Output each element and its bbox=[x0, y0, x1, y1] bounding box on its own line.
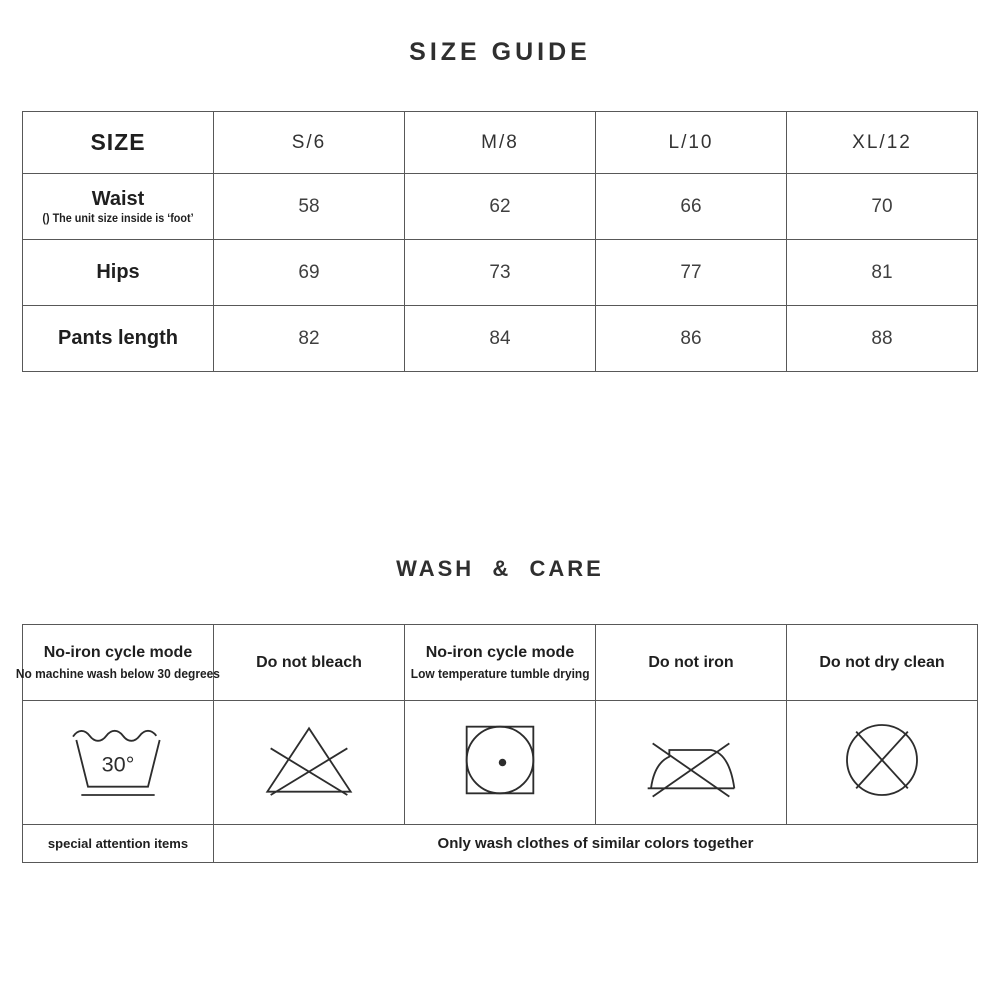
size-value-cell: 84 bbox=[405, 306, 596, 372]
row-label-waist: Waist bbox=[91, 187, 145, 210]
care-header-tumble: No-iron cycle mode Low temperature tumble drying bbox=[405, 625, 596, 701]
size-col-l: L/10 bbox=[596, 112, 787, 174]
size-header-row bbox=[23, 112, 978, 174]
care-icon-cell bbox=[405, 701, 596, 825]
size-value-cell: 58 bbox=[214, 174, 405, 240]
care-icon-cell bbox=[596, 701, 787, 825]
care-footer-row bbox=[23, 825, 978, 863]
row-label-hips: Hips bbox=[96, 261, 140, 283]
size-value-cell: 66 bbox=[596, 174, 787, 240]
do-not-iron-icon bbox=[641, 718, 741, 802]
care-icon-cell bbox=[787, 701, 978, 825]
table-row-pants-length bbox=[23, 306, 978, 372]
do-not-bleach-icon bbox=[259, 718, 359, 802]
size-col-m: M/8 bbox=[405, 112, 596, 174]
care-header-wash: No-iron cycle mode No machine wash below 30 degrees bbox=[23, 625, 214, 701]
care-header-dryclean: Do not dry clean bbox=[787, 625, 978, 701]
size-value-cell: 88 bbox=[787, 306, 978, 372]
size-value-cell: 86 bbox=[596, 306, 787, 372]
size-header-cell: SIZE bbox=[23, 112, 214, 174]
size-value-cell: 73 bbox=[405, 240, 596, 306]
wash-temp-label: 30° bbox=[101, 751, 135, 777]
care-icon-cell bbox=[23, 701, 214, 825]
care-header-row bbox=[23, 625, 978, 701]
care-icon-row bbox=[23, 701, 978, 825]
care-header-bleach: Do not bleach bbox=[214, 625, 405, 701]
special-attention-label: special attention items bbox=[23, 825, 214, 863]
row-label-pants-length: Pants length bbox=[57, 327, 178, 349]
row-head-pants-length bbox=[23, 306, 214, 372]
wash-30-icon bbox=[68, 718, 168, 802]
row-head-hips bbox=[23, 240, 214, 306]
size-col-s: S/6 bbox=[214, 112, 405, 174]
care-header-iron: Do not iron bbox=[596, 625, 787, 701]
size-table bbox=[22, 111, 978, 372]
do-not-dry-clean-icon bbox=[832, 718, 932, 802]
wash-care-title: WASH & CARE bbox=[396, 556, 604, 581]
size-value-cell: 81 bbox=[787, 240, 978, 306]
row-note-unit: () The unit size inside is ‘foot’ bbox=[42, 210, 194, 225]
size-value-cell: 69 bbox=[214, 240, 405, 306]
table-row-hips bbox=[23, 240, 978, 306]
care-table bbox=[15, 624, 978, 863]
size-col-xl: XL/12 bbox=[787, 112, 978, 174]
size-guide-title: SIZE GUIDE bbox=[409, 38, 591, 66]
size-value-cell: 62 bbox=[405, 174, 596, 240]
row-head-waist bbox=[23, 174, 214, 240]
table-row-waist bbox=[23, 174, 978, 240]
size-value-cell: 82 bbox=[214, 306, 405, 372]
care-icon-cell bbox=[214, 701, 405, 825]
wash-similar-colors-note: Only wash clothes of similar colors together bbox=[214, 825, 978, 863]
tumble-dry-low-icon bbox=[450, 718, 550, 802]
size-value-cell: 70 bbox=[787, 174, 978, 240]
size-value-cell: 77 bbox=[596, 240, 787, 306]
